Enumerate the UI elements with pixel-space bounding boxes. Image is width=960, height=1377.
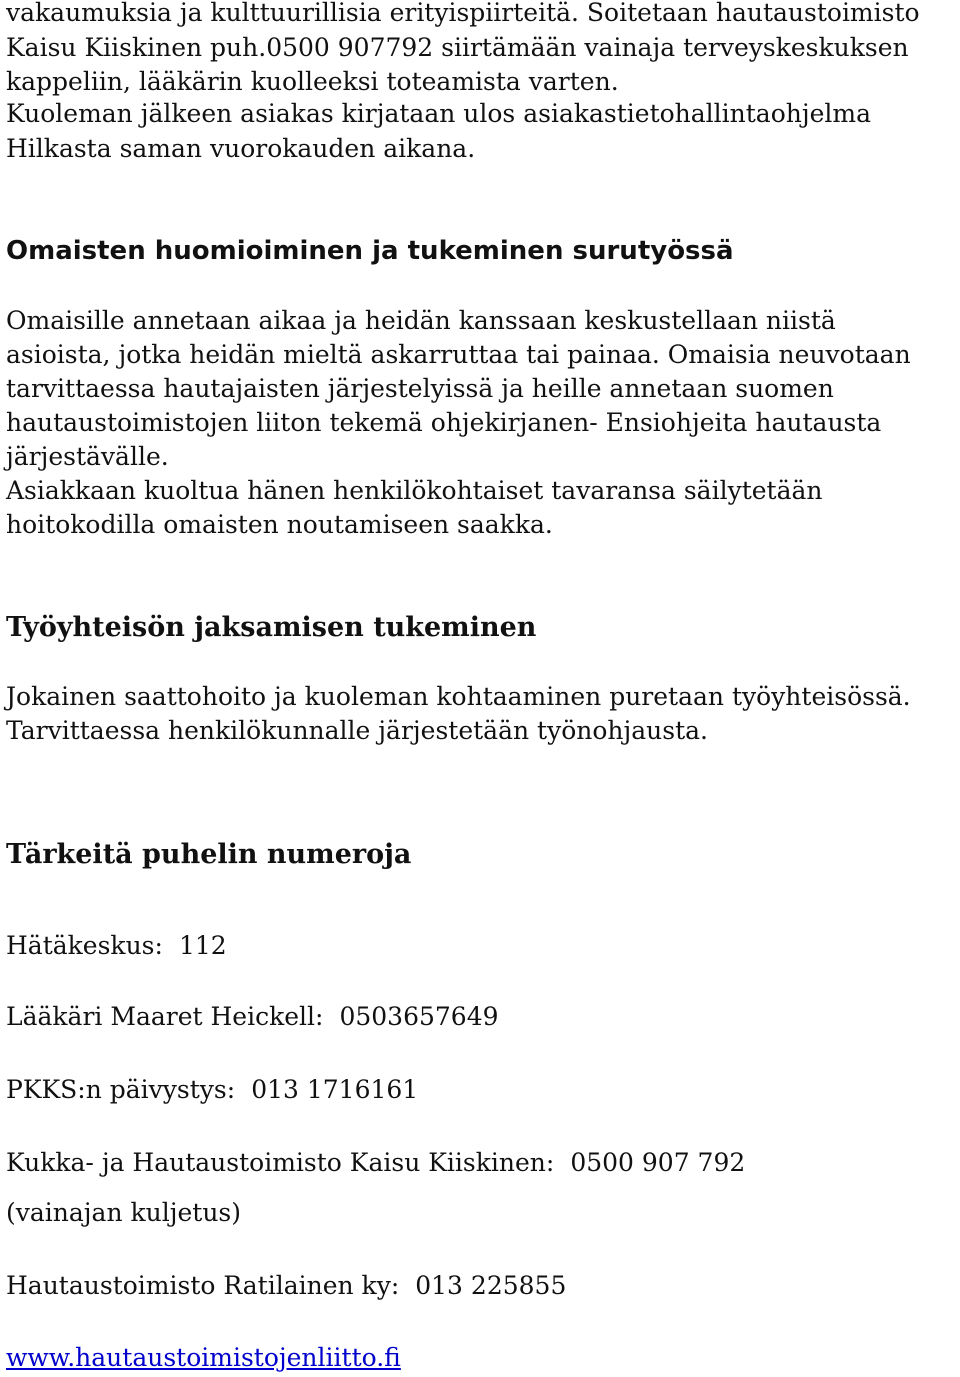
omaiset-line-4: hautaustoimistojen liiton tekemä ohjekirjanen- Ensiohjeita hautausta xyxy=(6,408,882,437)
omaiset-line-6: Asiakkaan kuoltua hänen henkilökohtaiset tavaransa säilytetään xyxy=(6,476,823,505)
section-heading-tyoyhteiso: Työyhteisön jaksamisen tukeminen xyxy=(6,612,537,643)
intro-line-4: Kuoleman jälkeen asiakas kirjataan ulos asiakastietohallintaohjelma xyxy=(6,99,872,128)
phone-entry xyxy=(6,1073,418,1107)
intro-line-3: kappeliin, lääkärin kuolleeksi toteamista varten. xyxy=(6,67,619,96)
phone-number: 112 xyxy=(178,931,227,960)
phone-label: Kukka- ja Hautaustoimisto Kaisu Kiiskinen: xyxy=(6,1148,555,1177)
phone-entry xyxy=(6,929,227,963)
omaiset-line-1: Omaisille annetaan aikaa ja heidän kanssaan keskustellaan niistä xyxy=(6,306,836,335)
omaiset-line-7: hoitokodilla omaisten noutamiseen saakka. xyxy=(6,510,553,539)
section-heading-omaiset: Omaisten huomioiminen ja tukeminen surutyössä xyxy=(6,236,734,266)
tyoyhteiso-line-1: Jokainen saattohoito ja kuoleman kohtaaminen puretaan työyhteisössä. xyxy=(6,682,911,711)
intro-line-5: Hilkasta saman vuorokauden aikana. xyxy=(6,134,476,163)
phone-entry-note xyxy=(6,1196,241,1230)
phone-number: 0503657649 xyxy=(339,1002,499,1031)
phone-number: 013 1716161 xyxy=(251,1075,419,1104)
phone-label: Lääkäri Maaret Heickell: xyxy=(6,1002,324,1031)
section-heading-numerot: Tärkeitä puhelin numeroja xyxy=(6,839,412,870)
tyoyhteiso-line-2: Tarvittaessa henkilökunnalle järjestetään työnohjausta. xyxy=(6,716,708,745)
intro-line-2: Kaisu Kiiskinen puh.0500 907792 siirtämään vainaja terveyskeskuksen xyxy=(6,33,909,62)
phone-number: 013 225855 xyxy=(415,1271,567,1300)
website-link[interactable]: www.hautaustoimistojenliitto.fi xyxy=(6,1343,401,1372)
phone-entry xyxy=(6,1000,499,1034)
phone-note: (vainajan kuljetus) xyxy=(6,1198,242,1227)
phone-label: Hautaustoimisto Ratilainen ky: xyxy=(6,1271,400,1300)
intro-line-1: vakaumuksia ja kulttuurillisia erityispiirteitä. Soitetaan hautaustoimisto xyxy=(6,0,920,27)
omaiset-line-3: tarvittaessa hautajaisten järjestelyissä ja heille annetaan suomen xyxy=(6,374,834,403)
phone-entry xyxy=(6,1269,566,1303)
phone-number: 0500 907 792 xyxy=(570,1148,746,1177)
phone-entry xyxy=(6,1146,745,1180)
phone-label: PKKS:n päivystys: xyxy=(6,1075,236,1104)
omaiset-line-2: asioista, jotka heidän mieltä askarruttaa tai painaa. Omaisia neuvotaan xyxy=(6,340,911,369)
omaiset-line-5: järjestävälle. xyxy=(6,442,169,471)
phone-label: Hätäkeskus: xyxy=(6,931,163,960)
